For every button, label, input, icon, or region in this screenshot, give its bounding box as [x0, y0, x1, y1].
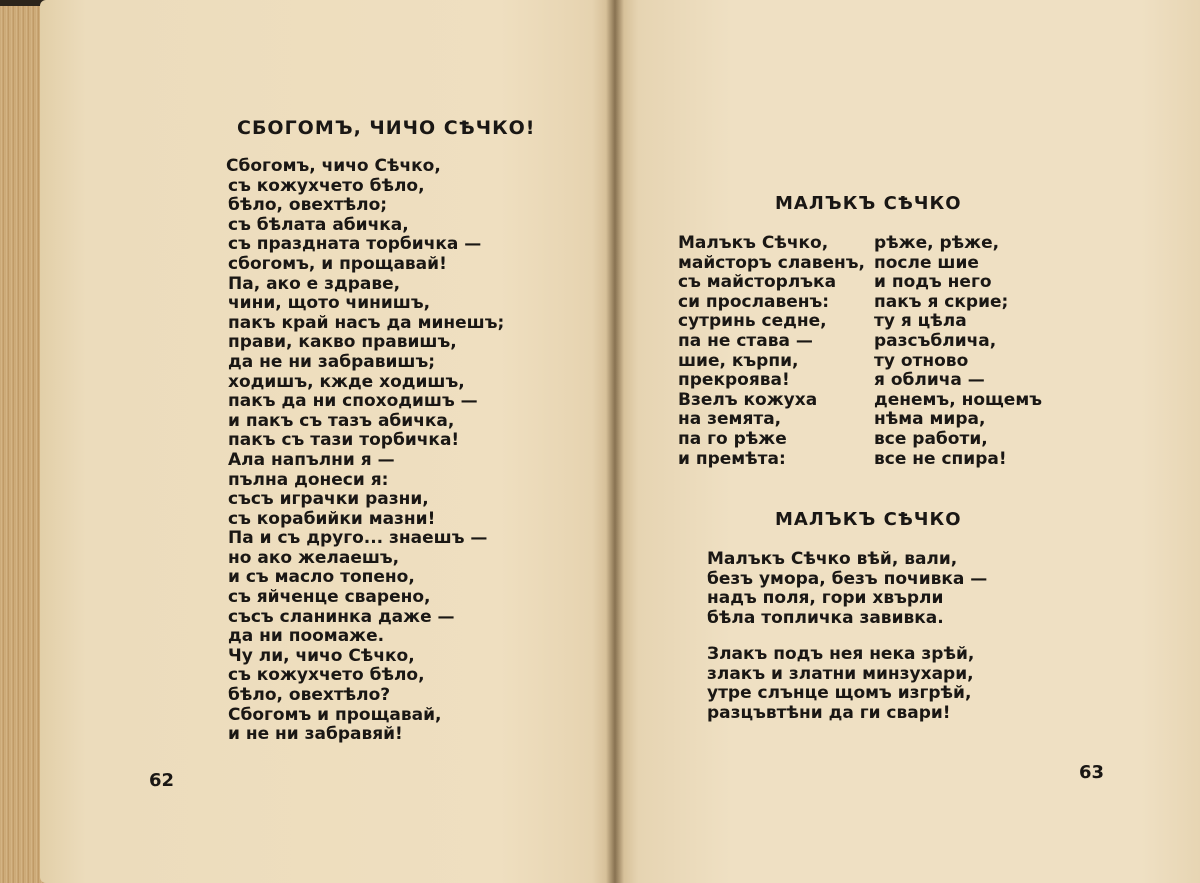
poem-line: съ бѣлата абичка,: [228, 214, 409, 235]
poem-line: бѣла топличка завивка.: [707, 607, 944, 628]
poem-line: ту отново: [874, 350, 969, 371]
poem-line: разцъвтѣни да ги свари!: [707, 702, 951, 723]
poem-line: прекроява!: [678, 370, 790, 391]
poem-line: после шие: [874, 252, 979, 273]
poem-line: бѣло, овехтѣло?: [228, 685, 391, 706]
poem-line: Взелъ кожуха: [678, 389, 818, 410]
poem-line: пакъ съ тази торбичка!: [228, 430, 460, 451]
book-gutter: [606, 0, 624, 883]
poem-line: да ни поомаже.: [228, 626, 385, 647]
right-page: [615, 0, 1200, 883]
page-number-right: 63: [1079, 762, 1105, 783]
poem-line: съ кожухчето бѣло,: [228, 665, 425, 686]
poem-line: Ала напълни я —: [228, 449, 395, 470]
poem-line: и съ масло топено,: [228, 567, 415, 588]
poem-stanza-2: [707, 645, 974, 723]
poem-line: па го рѣже: [678, 428, 787, 449]
poem-line: пълна донеси я:: [228, 469, 389, 490]
poem-line: Малъкъ Сѣчко,: [678, 233, 829, 253]
poem-line: ту я цѣла: [874, 311, 967, 332]
poem-line: си прославенъ:: [678, 291, 830, 312]
poem-line: пакъ да ни споходишъ —: [228, 391, 478, 412]
poem-line: Сбогомъ и прощавай,: [228, 704, 442, 725]
poem-title-malak-sechko-2: МАЛЪКЪ СѢЧКО: [775, 509, 962, 530]
poem-line: безъ умора, безъ почивка —: [707, 568, 988, 589]
poem-line: но ако желаешъ,: [228, 547, 400, 568]
poem-line: Па, ако е здраве,: [228, 273, 401, 294]
poem-line: я облича —: [874, 370, 985, 391]
poem-line: Чу ли, чичо Сѣчко,: [228, 645, 415, 666]
poem-line: ходишъ, кжде ходишъ,: [228, 371, 465, 392]
poem-line: Злакъ подъ нея нека зрѣй,: [707, 644, 975, 664]
poem-line: злакъ и златни минзухари,: [707, 663, 974, 684]
poem-line: на земята,: [678, 409, 782, 430]
poem-line: съ яйченце сварено,: [228, 587, 431, 608]
poem-line: бѣло, овехтѣло;: [228, 195, 388, 216]
poem-line: да не ни забравишъ;: [228, 351, 436, 372]
poem-line: сбогомъ, и прощавай!: [228, 253, 447, 274]
poem-body-sbogom: [226, 157, 504, 745]
poem-line: разсъблича,: [874, 330, 997, 351]
poem-line: рѣже, рѣже,: [874, 233, 1000, 253]
poem-line: майсторъ славенъ,: [678, 252, 866, 273]
poem-line: шие, кърпи,: [678, 350, 799, 371]
poem-title-sbogom: СБОГОМЪ, ЧИЧО СѢЧКО!: [237, 117, 536, 139]
poem-line: и премѣта:: [678, 448, 786, 469]
poem-line: денемъ, нощемъ: [874, 389, 1042, 410]
poem-column-right: [874, 234, 1042, 469]
page-number-left: 62: [149, 770, 175, 791]
poem-line: съ празднатa торбичка —: [228, 234, 482, 255]
poem-line: па не става —: [678, 330, 813, 351]
poem-line: съ кожухчето бѣло,: [228, 175, 425, 196]
poem-line: Сбогомъ, чичо Сѣчко,: [226, 156, 441, 176]
poem-line: чини, щото чинишъ,: [228, 293, 431, 314]
poem-line: пакъ край насъ да минешъ;: [228, 312, 505, 333]
poem-line: все работи,: [874, 428, 988, 449]
poem-line: нѣма мира,: [874, 409, 986, 430]
poem-line: все не спира!: [874, 448, 1007, 469]
poem-stanza-1: [707, 550, 987, 628]
poem-line: и не ни забравяй!: [228, 724, 403, 745]
poem-line: пакъ я скрие;: [874, 291, 1009, 312]
poem-line: съсъ сланинка даже —: [228, 606, 455, 627]
poem-line: утре слънце щомъ изгрѣй,: [707, 683, 972, 704]
poem-line: съ майсторлъка: [678, 272, 837, 293]
poem-line: прави, какво правишъ,: [228, 332, 457, 353]
poem-line: и подъ него: [874, 272, 992, 293]
poem-line: и пакъ съ тазъ абичка,: [228, 410, 455, 431]
poem-line: съ корабийки мазни!: [228, 508, 436, 529]
poem-line: съсъ играчки разни,: [228, 489, 429, 510]
poem-line: Па и съ друго... знаешъ —: [228, 528, 488, 549]
poem-line: сутринь седне,: [678, 311, 827, 332]
poem-line: надъ поля, гори хвърли: [707, 588, 944, 609]
left-page: [40, 0, 615, 883]
poem-title-malak-sechko-1: МАЛЪКЪ СѢЧКО: [775, 193, 962, 214]
poem-line: Малъкъ Сѣчко вѣй, вали,: [707, 549, 958, 569]
poem-column-left: [678, 234, 865, 469]
